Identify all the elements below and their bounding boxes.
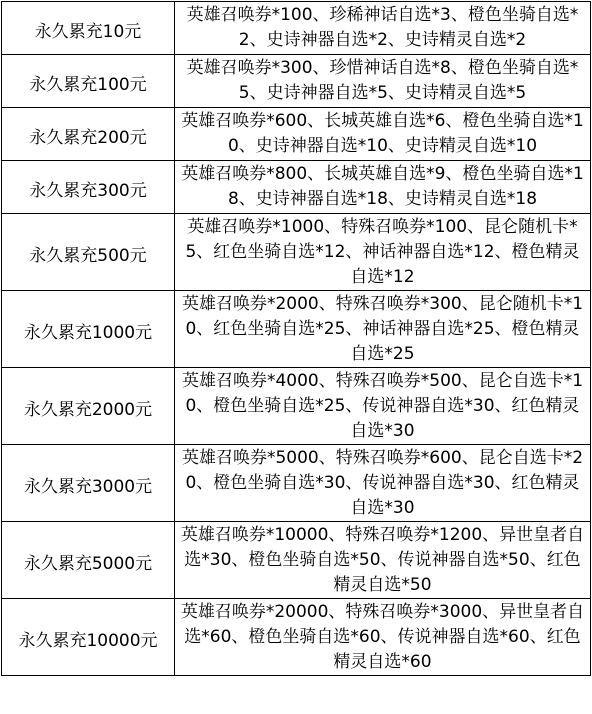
table-row [2, 522, 591, 599]
table-row [2, 214, 591, 291]
tier-cell: 永久累充10元 [2, 2, 175, 55]
table-row [2, 55, 591, 108]
rewards-cell: 英雄召唤券*4000、特殊召唤券*500、昆仑自选卡*10、橙色坐骑自选*25、传说神器自选*30、红色精灵自选*30 [175, 368, 591, 445]
table-row [2, 291, 591, 368]
rewards-cell: 英雄召唤券*300、珍惜神话自选*8、橙色坐骑自选*5、史诗神器自选*5、史诗精灵自选*5 [175, 55, 591, 108]
table-row [2, 2, 591, 55]
rewards-cell: 英雄召唤券*600、长城英雄自选*6、橙色坐骑自选*10、史诗神器自选*10、史诗精灵自选*10 [175, 108, 591, 161]
rewards-cell: 英雄召唤券*20000、特殊召唤券*3000、异世皇者自选*60、橙色坐骑自选*60、传说神器自选*60、红色精灵自选*60 [175, 599, 591, 676]
table-row [2, 599, 591, 676]
tier-cell: 永久累充1000元 [2, 291, 175, 368]
rewards-cell: 英雄召唤券*100、珍稀神话自选*3、橙色坐骑自选*2、史诗神器自选*2、史诗精灵自选*2 [175, 2, 591, 55]
table-row [2, 368, 591, 445]
rewards-cell: 英雄召唤券*800、长城英雄自选*9、橙色坐骑自选*18、史诗神器自选*18、史诗精灵自选*18 [175, 161, 591, 214]
tier-cell: 永久累充100元 [2, 55, 175, 108]
tier-cell: 永久累充5000元 [2, 522, 175, 599]
tier-cell: 永久累充300元 [2, 161, 175, 214]
rewards-cell: 英雄召唤券*10000、特殊召唤券*1200、异世皇者自选*30、橙色坐骑自选*50、传说神器自选*50、红色精灵自选*50 [175, 522, 591, 599]
table-row [2, 161, 591, 214]
recharge-reward-table [1, 1, 591, 676]
rewards-cell: 英雄召唤券*1000、特殊召唤券*100、昆仑随机卡*5、红色坐骑自选*12、神话神器自选*12、橙色精灵自选*12 [175, 214, 591, 291]
tier-cell: 永久累充2000元 [2, 368, 175, 445]
table-row [2, 108, 591, 161]
rewards-cell: 英雄召唤券*5000、特殊召唤券*600、昆仑自选卡*20、橙色坐骑自选*30、传说神器自选*30、红色精灵自选*30 [175, 445, 591, 522]
table-row [2, 445, 591, 522]
tier-cell: 永久累充3000元 [2, 445, 175, 522]
tier-cell: 永久累充10000元 [2, 599, 175, 676]
tier-cell: 永久累充200元 [2, 108, 175, 161]
tier-cell: 永久累充500元 [2, 214, 175, 291]
rewards-cell: 英雄召唤券*2000、特殊召唤券*300、昆仑随机卡*10、红色坐骑自选*25、神话神器自选*25、橙色精灵自选*25 [175, 291, 591, 368]
